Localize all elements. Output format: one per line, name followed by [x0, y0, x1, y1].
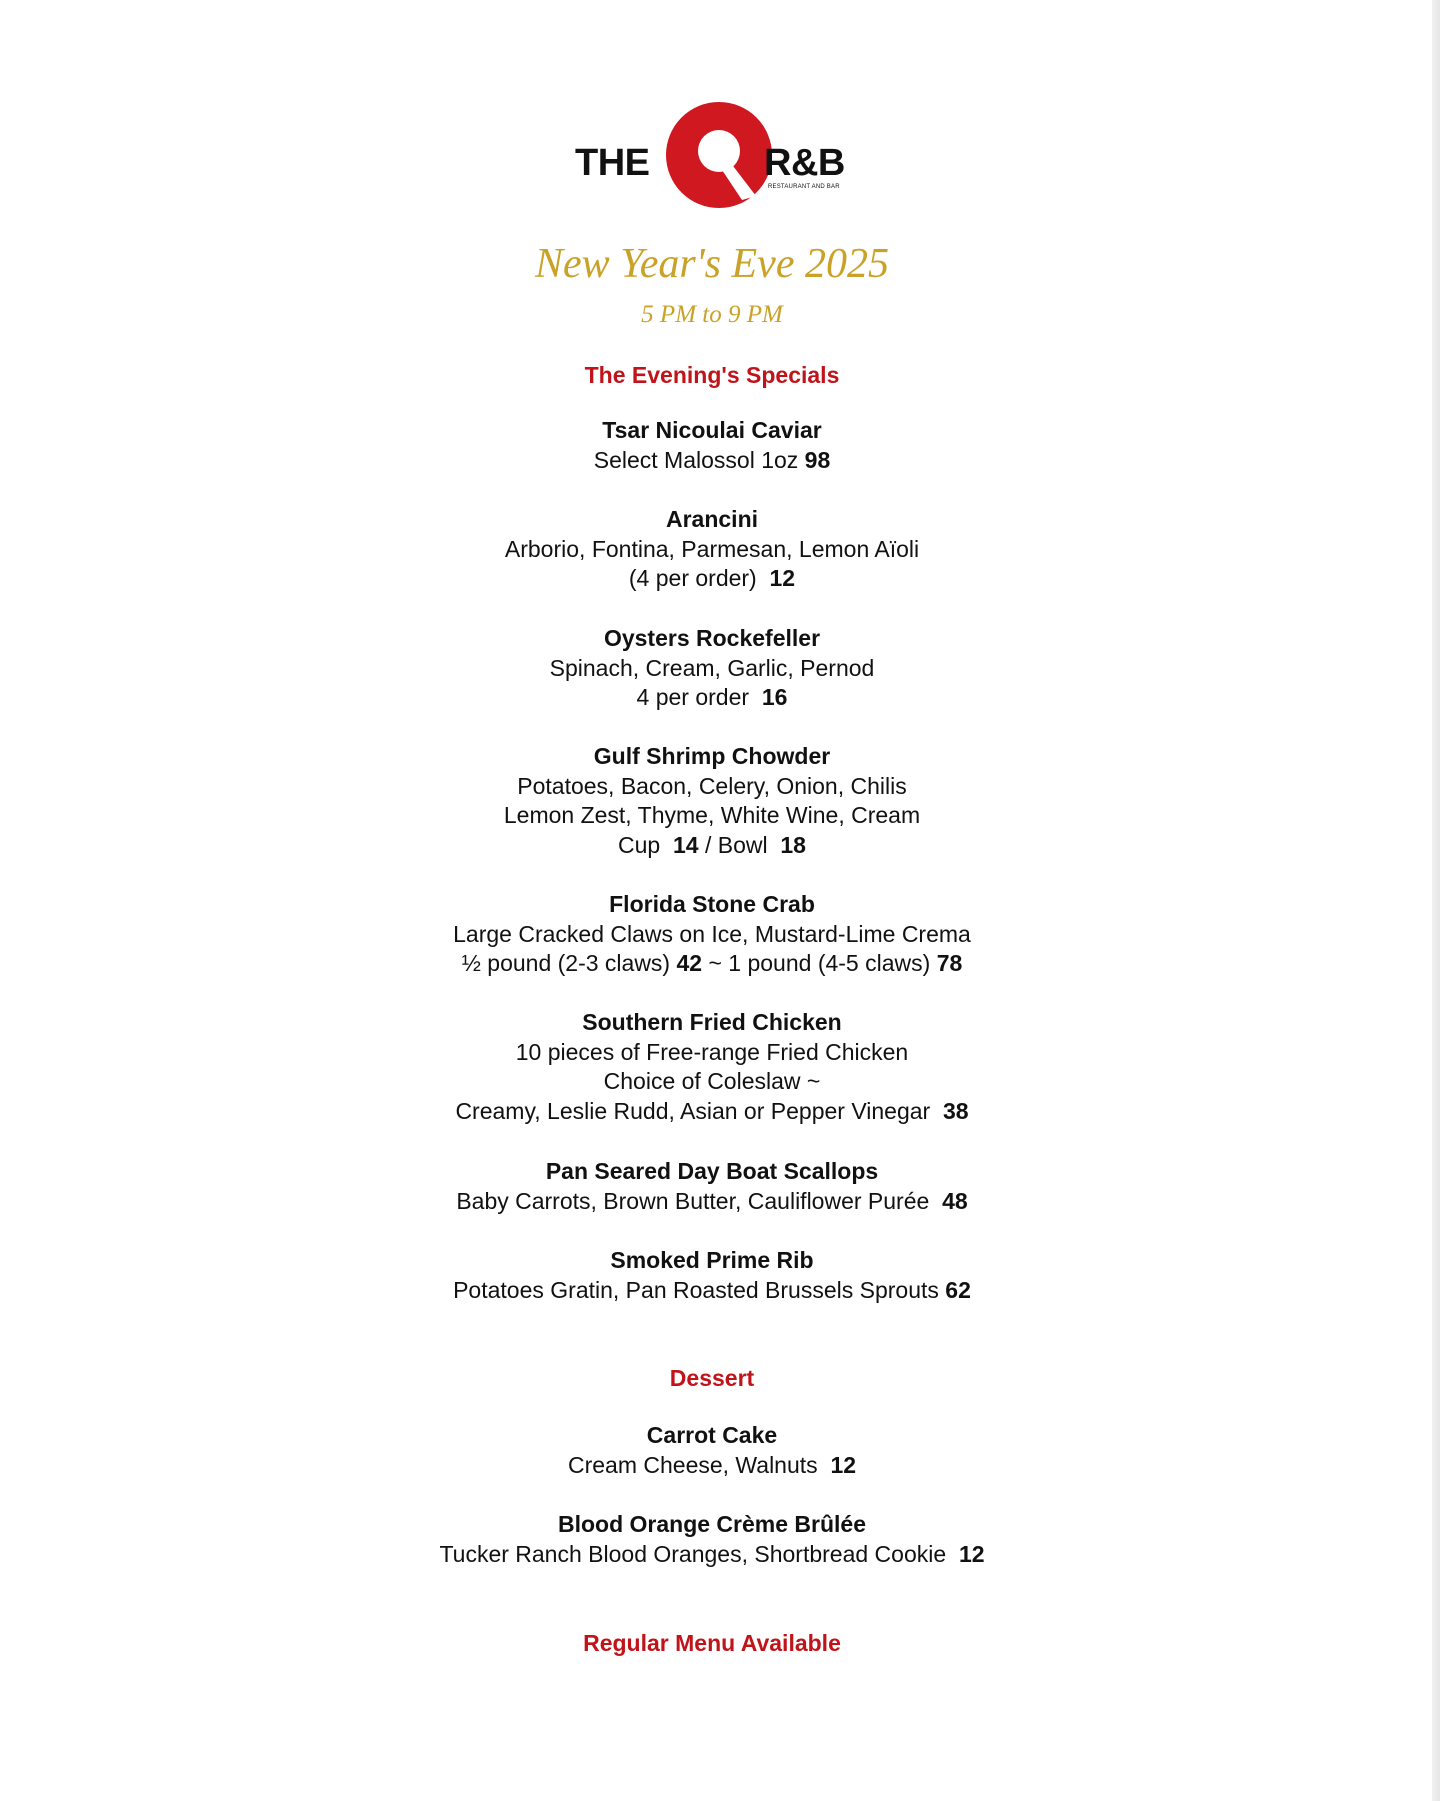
- item-description: [0, 1540, 1424, 1570]
- logo-the-text: THE: [575, 142, 650, 184]
- event-hours: 5 PM to 9 PM: [641, 301, 783, 328]
- item-description-text: Cup: [618, 831, 661, 858]
- item-name: Blood Orange Crème Brûlée: [557, 1511, 867, 1537]
- item-description-text: Tucker Ranch Blood Oranges, Shortbread Cookie: [439, 1540, 947, 1567]
- menu-item-scallops: [0, 1157, 1424, 1216]
- item-description: [0, 1038, 1424, 1068]
- item-description: [0, 564, 1424, 594]
- menu-item-caviar: [0, 416, 1424, 475]
- item-description-text: ~ 1 pound (4-5 claws): [708, 950, 931, 976]
- item-name: Southern Fried Chicken: [582, 1009, 842, 1035]
- item-name: Gulf Shrimp Chowder: [593, 743, 831, 769]
- item-description-text: 10 pieces of Free-range Fried Chicken: [515, 1038, 909, 1065]
- item-name: Tsar Nicoulai Caviar: [602, 417, 822, 443]
- item-description-text: ½ pound (2-3 claws): [461, 950, 671, 976]
- item-description-text: / Bowl: [704, 831, 768, 858]
- item-description: [0, 772, 1424, 802]
- logo-tagline: RESTAURANT AND BAR: [768, 184, 840, 190]
- item-description-text: Select Malossol 1oz: [593, 446, 799, 473]
- item-name: Smoked Prime Rib: [610, 1247, 814, 1273]
- item-price: 98: [804, 446, 831, 473]
- specials-heading: The Evening's Specials: [584, 362, 840, 388]
- menu-item-oysters: [0, 624, 1424, 713]
- item-description: [0, 1067, 1424, 1097]
- item-price: 12: [830, 1451, 857, 1478]
- item-description-text: Spinach, Cream, Garlic, Pernod: [549, 654, 875, 681]
- event-title: New Year's Eve 2025: [535, 241, 889, 287]
- item-description-text: Baby Carrots, Brown Butter, Cauliflower Purée: [456, 1187, 930, 1214]
- item-name: Arancini: [665, 506, 759, 532]
- item-description: [0, 1097, 1424, 1127]
- item-price: 48: [942, 1187, 968, 1214]
- menu-item-stone-crab: [0, 890, 1424, 979]
- item-price: 42: [676, 950, 703, 976]
- item-price: 78: [936, 950, 963, 976]
- item-description: [0, 535, 1424, 565]
- item-price: 62: [945, 1276, 971, 1303]
- menu-item-arancini: [0, 505, 1424, 594]
- item-price: 38: [942, 1097, 969, 1124]
- item-description-text: Lemon Zest, Thyme, White Wine, Cream: [503, 802, 921, 828]
- page-edge: [1432, 0, 1440, 1801]
- item-price: 18: [780, 831, 806, 858]
- regular-menu-note: Regular Menu Available: [583, 1630, 841, 1656]
- item-name: Pan Seared Day Boat Scallops: [545, 1158, 879, 1184]
- menu-item-creme-brulee: [0, 1510, 1424, 1569]
- item-name: Florida Stone Crab: [609, 891, 815, 917]
- item-price: 12: [958, 1540, 985, 1567]
- menu-item-prime-rib: [0, 1246, 1424, 1305]
- item-description: [0, 654, 1424, 684]
- item-price: 16: [761, 684, 788, 710]
- logo-rb-text: R&B: [764, 142, 845, 184]
- item-description-text: Potatoes Gratin, Pan Roasted Brussels Sprouts: [453, 1276, 939, 1303]
- item-description: [0, 1451, 1424, 1481]
- item-description-text: Potatoes, Bacon, Celery, Onion, Chilis: [517, 772, 907, 799]
- item-description-text: 4 per order: [636, 684, 750, 710]
- item-description-text: (4 per order): [628, 565, 757, 591]
- item-description-text: Creamy, Leslie Rudd, Asian or Pepper Vinegar: [455, 1097, 931, 1124]
- item-description-text: Choice of Coleslaw ~: [603, 1068, 821, 1094]
- menu-item-fried-chicken: [0, 1008, 1424, 1126]
- item-price: 12: [769, 565, 796, 591]
- item-description: [0, 801, 1424, 831]
- item-description: [0, 831, 1424, 861]
- item-name: Oysters Rockefeller: [603, 625, 821, 651]
- menu-item-chowder: [0, 742, 1424, 860]
- item-description: [0, 683, 1424, 713]
- item-price: 14: [672, 831, 699, 858]
- item-description-text: Arborio, Fontina, Parmesan, Lemon Aïoli: [504, 535, 920, 562]
- item-description: [0, 446, 1424, 476]
- item-description: [0, 949, 1424, 979]
- item-description: [0, 920, 1424, 950]
- item-description-text: Large Cracked Claws on Ice, Mustard-Lime Crema: [453, 920, 971, 947]
- dessert-heading: Dessert: [669, 1365, 755, 1391]
- item-description: [0, 1276, 1424, 1306]
- logo-q-mark: [664, 100, 774, 210]
- restaurant-logo: [570, 96, 860, 211]
- item-description: [0, 1187, 1424, 1217]
- item-name: Carrot Cake: [646, 1422, 778, 1448]
- menu-item-carrot-cake: [0, 1421, 1424, 1480]
- item-description-text: Cream Cheese, Walnuts: [567, 1451, 818, 1478]
